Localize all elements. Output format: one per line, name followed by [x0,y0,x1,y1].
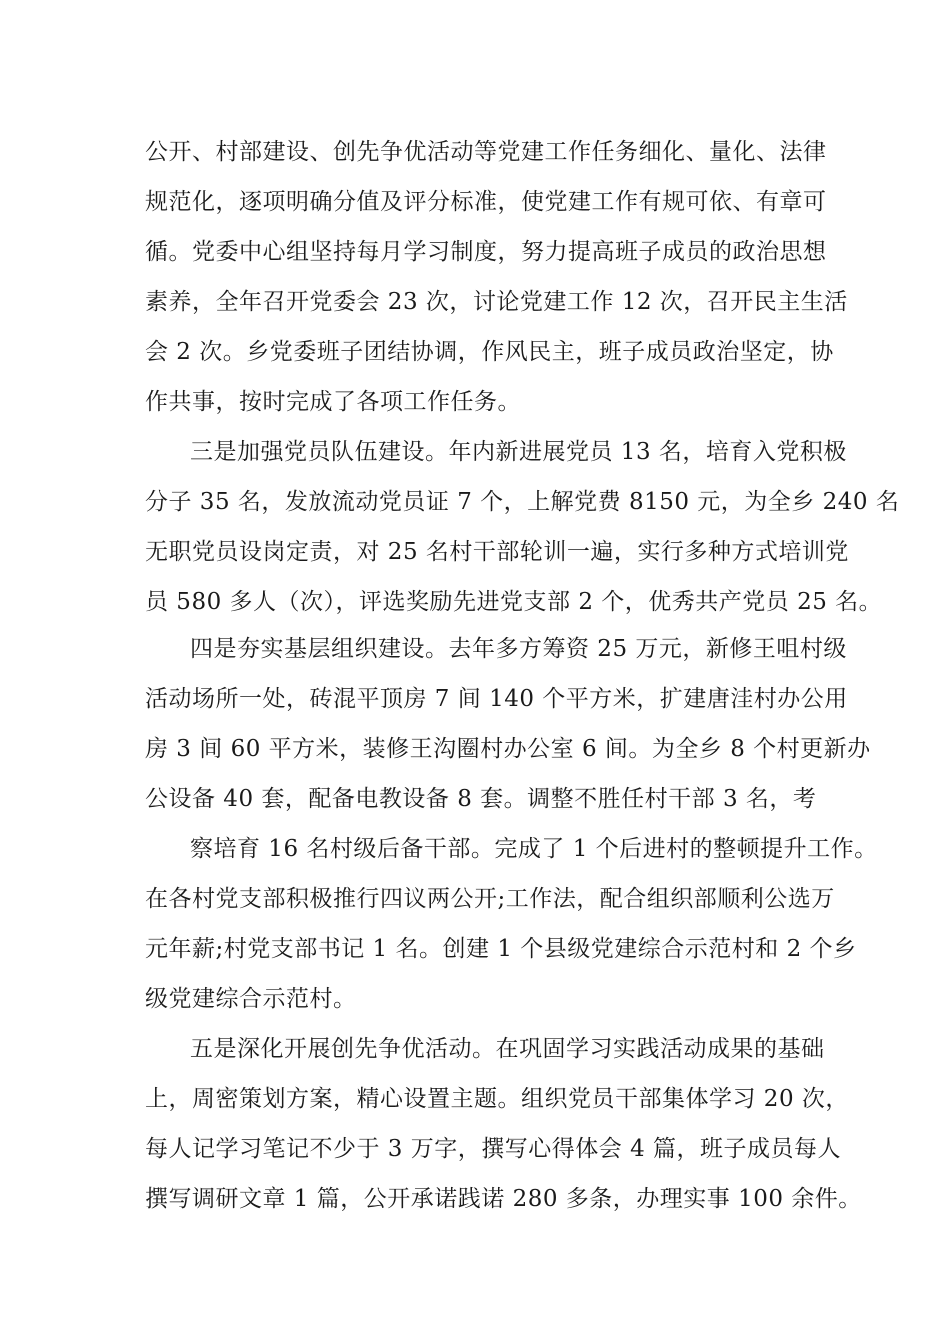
text-line: 公设备 40 套，配备电教设备 8 套。调整不胜任村干部 3 名，考 [145,786,817,812]
text-line: 房 3 间 60 平方米，装修王沟圈村办公室 6 间。为全乡 8 个村更新办 [145,736,871,762]
text-line: 级党建综合示范村。 [145,986,357,1012]
paragraph-start-line: 四是夯实基层组织建设。去年多方筹资 25 万元，新修王咀村级 [190,636,847,662]
text-line: 规范化，逐项明确分值及评分标准，使党建工作有规可依、有章可 [145,189,827,215]
text-line: 上，周密策划方案，精心设置主题。组织党员干部集体学习 20 次， [145,1086,849,1112]
text-line: 公开、村部建设、创先争优活动等党建工作任务细化、量化、法律 [145,139,827,165]
text-line: 员 580 多人（次），评选奖励先进党支部 2 个，优秀共产党员 25 名。 [145,589,883,615]
text-line: 素养，全年召开党委会 23 次，讨论党建工作 12 次，召开民主生活 [145,289,848,315]
text-line: 在各村党支部积极推行四议两公开;工作法，配合组织部顺利公选万 [145,886,835,912]
paragraph-start-line: 察培育 16 名村级后备干部。完成了 1 个后进村的整顿提升工作。 [190,836,878,862]
text-line: 撰写调研文章 1 篇，公开承诺践诺 280 多条，办理实事 100 余件。 [145,1186,862,1212]
text-line: 会 2 次。乡党委班子团结协调，作风民主，班子成员政治坚定，协 [145,339,834,365]
text-line: 作共事，按时完成了各项工作任务。 [145,389,521,415]
paragraph-start-line: 五是深化开展创先争优活动。在巩固学习实践活动成果的基础 [190,1036,825,1062]
text-line: 无职党员设岗定责，对 25 名村干部轮训一遍，实行多种方式培训党 [145,539,849,565]
text-line: 循。党委中心组坚持每月学习制度，努力提高班子成员的政治思想 [145,239,827,265]
text-line: 每人记学习笔记不少于 3 万字，撰写心得体会 4 篇，班子成员每人 [145,1136,842,1162]
text-line: 元年薪;村党支部书记 1 名。创建 1 个县级党建综合示范村和 2 个乡 [145,936,857,962]
text-line: 分子 35 名，发放流动党员证 7 个，上解党费 8150 元，为全乡 240 名 [145,489,900,515]
paragraph-start-line: 三是加强党员队伍建设。年内新进展党员 13 名，培育入党积极 [190,439,847,465]
text-line: 活动场所一处，砖混平顶房 7 间 140 个平方米，扩建唐洼村办公用 [145,686,848,712]
